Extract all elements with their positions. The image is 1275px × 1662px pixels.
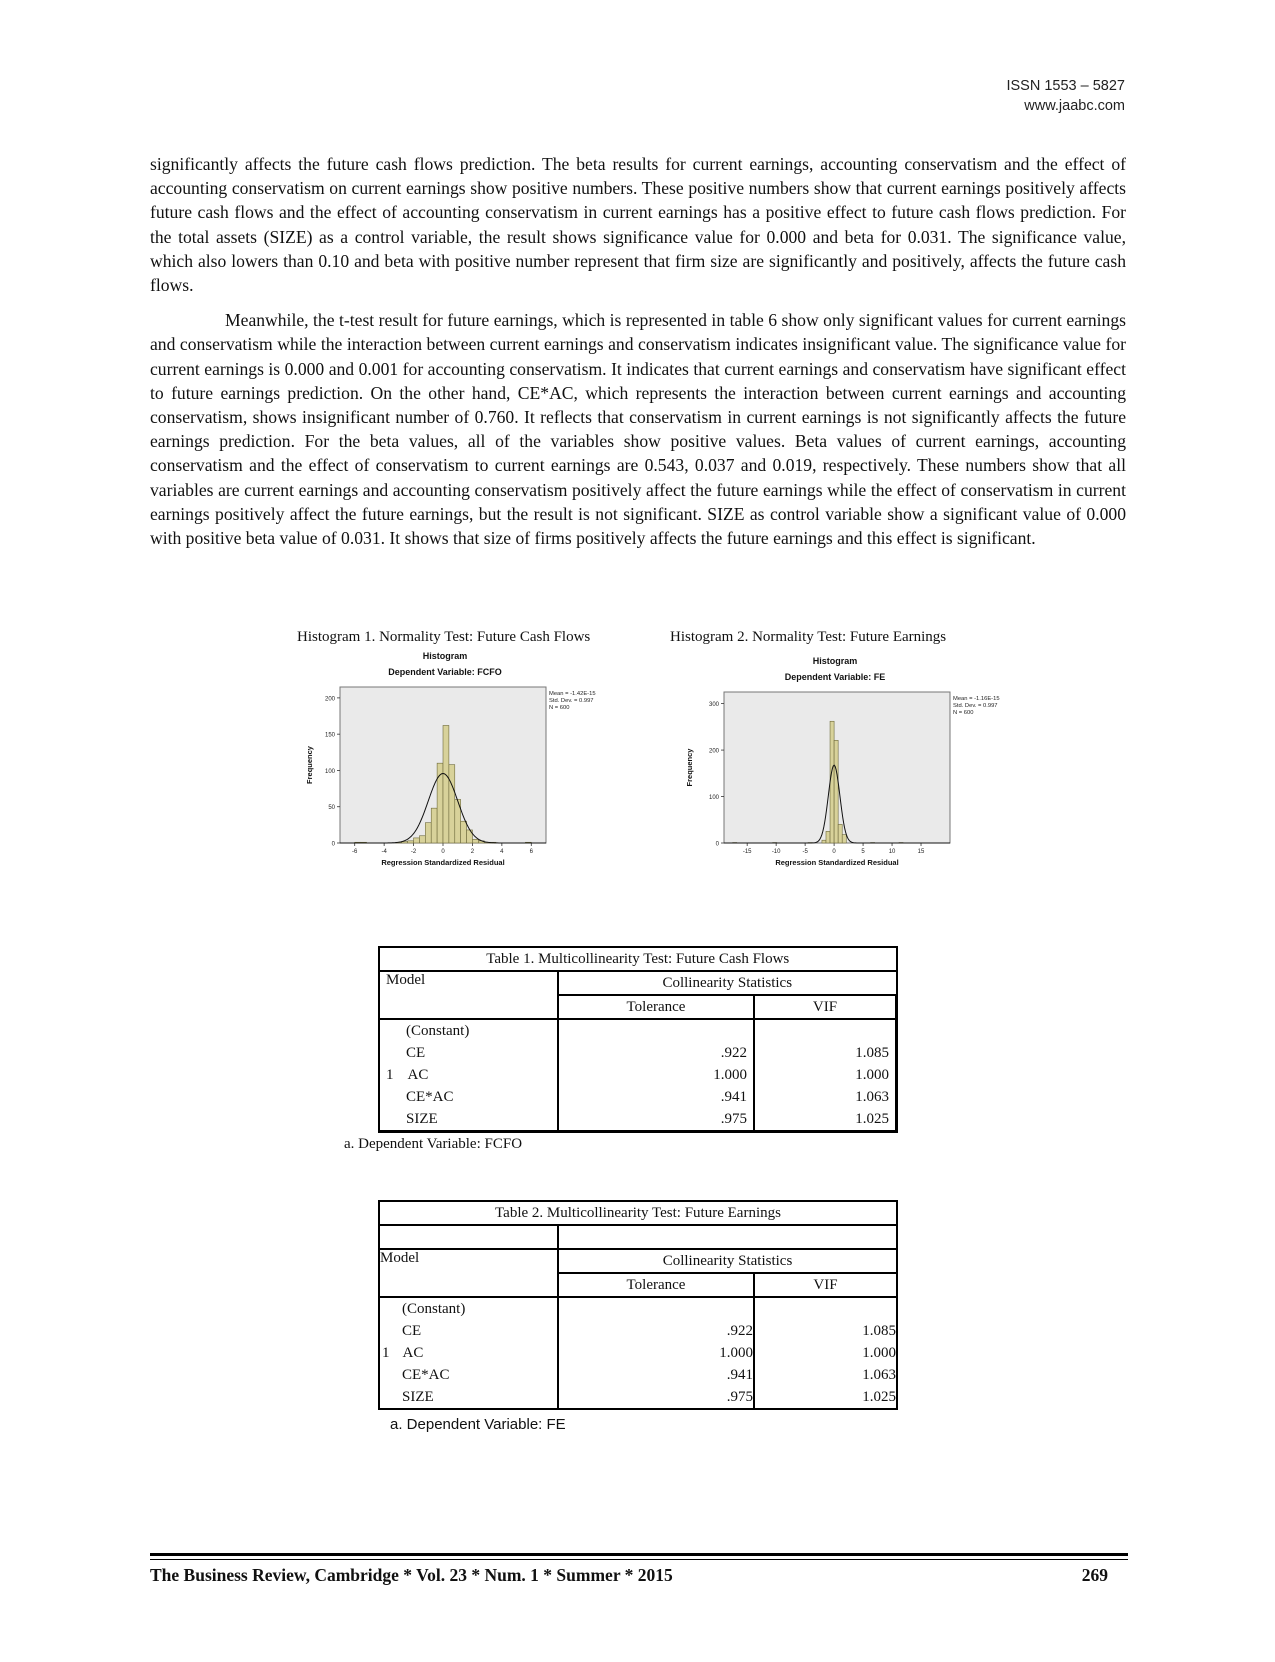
table-2-tolerance-cell: .975: [558, 1386, 754, 1409]
x-axis-label: Regression Standardized Residual: [381, 858, 505, 867]
y-tick-label: 200: [708, 748, 719, 755]
x-tick-label: 10: [888, 849, 896, 855]
table-2-vif-cell: 1.063: [754, 1364, 897, 1386]
table-2-row-label: SIZE: [379, 1386, 558, 1409]
table-1-vif-cell: [754, 1019, 897, 1042]
x-tick-label: -10: [771, 849, 781, 855]
table-2-tolerance-cell: 1.000: [558, 1342, 754, 1364]
table-1-row-label: AC: [407, 1066, 429, 1083]
table-1-row-label: CE: [379, 1042, 558, 1064]
y-tick-label: 150: [324, 732, 335, 739]
x-tick-label: 6: [529, 849, 533, 855]
table-2-tolerance-cell: [558, 1297, 754, 1320]
y-axis-label: Frequency: [685, 748, 694, 787]
x-axis-label: Regression Standardized Residual: [775, 858, 899, 867]
histogram-bar: [425, 823, 431, 843]
table-2-group-header: Collinearity Statistics: [558, 1249, 897, 1273]
histogram-bar: [449, 765, 455, 843]
table-2-tolerance-header: Tolerance: [558, 1273, 754, 1297]
table-2: [378, 1200, 898, 1410]
table-2-vif-header: VIF: [754, 1273, 897, 1297]
table-1-vif-cell: 1.025: [754, 1108, 897, 1132]
histogram-1-subtitle: Dependent Variable: FCFO: [388, 667, 502, 677]
x-tick-label: -5: [802, 849, 808, 855]
table-2-row-label: (Constant): [379, 1297, 558, 1320]
table-2-caption: Table 2. Multicollinearity Test: Future Earnings: [379, 1201, 897, 1225]
y-tick-label: 0: [715, 841, 719, 848]
x-tick-label: -4: [381, 849, 387, 855]
table-2-blank-cell: [379, 1225, 558, 1249]
histogram-bar: [443, 725, 449, 843]
footer-rule-thick: [150, 1553, 1128, 1556]
y-tick-label: 200: [324, 696, 335, 703]
paragraph-2: Meanwhile, the t-test result for future earnings, which is represented in table 6 show only significant values for current earnings and conservatism while the interaction between current earnings and conservatism indicates insignificant value. The significance value for current earnings is 0.000 and 0.001 for accounting conservatism. It indicates that current earnings and conservatism have significant effect to future earnings prediction. On the other hand, CE*AC, which represents the interaction between current earnings and accounting conservatism, shows insignificant number of 0.760. It reflects that conservatism in current earnings is not significantly affects the future earnings prediction. For the beta values, all of the variables show positive values. Beta values of current earnings, accounting conservatism and the effect of conservatism to current earnings are 0.543, 0.037 and 0.019, respectively. These numbers show that all variables are current earnings and accounting conservatism positively affect the future earnings while the effect of conservatism in current earnings positively affect the future earnings, but the result is not significant. SIZE as control variable show a significant value of 0.000 with positive beta value of 0.031. It shows that size of firms positively affects the future earnings and this effect is significant.: [150, 310, 1126, 549]
histogram-bar: [826, 831, 830, 843]
table-2-note: a. Dependent Variable: FE: [390, 1416, 566, 1433]
website-link[interactable]: www.jaabc.com: [1024, 98, 1125, 114]
table-2-row-label: AC: [402, 1344, 424, 1361]
table-1: [378, 946, 898, 1133]
body-text: [150, 152, 1126, 561]
table-1-vif-cell: 1.063: [754, 1086, 897, 1108]
table-1-tolerance-cell: [558, 1019, 754, 1042]
histogram-bar: [834, 740, 838, 843]
y-tick-label: 0: [331, 841, 335, 848]
table-2-model-number: 1: [382, 1344, 390, 1361]
table-1-row-label-with-model: [379, 1064, 558, 1086]
x-tick-label: 0: [441, 849, 445, 855]
table-2-tolerance-cell: .922: [558, 1320, 754, 1342]
histogram-2-chart: [680, 680, 1010, 920]
histogram-bar: [431, 808, 437, 843]
table-1-row-label: (Constant): [379, 1019, 558, 1042]
x-tick-label: 2: [470, 849, 475, 855]
table-1-note: a. Dependent Variable: FCFO: [344, 1136, 523, 1152]
stats-label: Mean = -1.42E-15: [549, 691, 596, 697]
histogram-bar: [822, 840, 826, 843]
x-tick-label: -6: [352, 849, 358, 855]
histogram-bar: [830, 721, 834, 843]
x-tick-label: -2: [410, 849, 417, 855]
histogram-bar: [408, 841, 414, 843]
histogram-2-title: Histogram: [812, 656, 858, 666]
table-1-caption: Table 1. Multicollinearity Test: Future Cash Flows: [379, 947, 897, 971]
table-2-tolerance-cell: .941: [558, 1364, 754, 1386]
table-1-model-number: 1: [386, 1066, 394, 1083]
table-2-row-label: CE*AC: [379, 1364, 558, 1386]
stats-label: Std. Dev. = 0.997: [549, 698, 594, 704]
table-2-blank-cell: [558, 1225, 897, 1249]
table-2-vif-cell: 1.000: [754, 1342, 897, 1364]
x-tick-label: 0: [832, 849, 836, 855]
histogram-2-subtitle: Dependent Variable: FE: [784, 672, 886, 682]
table-1-tolerance-header: Tolerance: [558, 995, 754, 1019]
y-tick-label: 300: [708, 702, 719, 709]
table-1-tolerance-cell: .922: [558, 1042, 754, 1064]
histogram-bar: [414, 838, 420, 843]
table-1-model-header: Model: [379, 971, 558, 1019]
table-1-tolerance-cell: .975: [558, 1108, 754, 1132]
stats-label: N = 600: [549, 705, 570, 711]
stats-label: N = 600: [953, 710, 974, 716]
journal-citation: The Business Review, Cambridge * Vol. 23 * Num. 1 * Summer * 2015: [150, 1565, 673, 1585]
y-tick-label: 100: [324, 768, 335, 775]
table-2-row-label-with-model: [379, 1342, 558, 1364]
table-1-vif-header: VIF: [754, 995, 897, 1019]
table-1-vif-cell: 1.085: [754, 1042, 897, 1064]
histogram-1-chart: [300, 680, 600, 920]
y-tick-label: 50: [328, 805, 335, 812]
histogram-bar: [419, 836, 425, 843]
x-tick-label: 5: [861, 849, 865, 855]
table-2-row-label: CE: [379, 1320, 558, 1342]
table-1-row-label: CE*AC: [379, 1086, 558, 1108]
histogram-1-title: Histogram: [422, 651, 468, 661]
table-2-model-header: Model: [379, 1249, 558, 1297]
page-header: [1006, 76, 1125, 116]
histogram-2-caption: Histogram 2. Normality Test: Future Earnings: [670, 629, 947, 645]
histogram-1-caption: Histogram 1. Normality Test: Future Cash Flows: [297, 629, 591, 645]
table-2-vif-cell: [754, 1297, 897, 1320]
histogram-bar: [838, 824, 842, 843]
table-1-group-header: Collinearity Statistics: [558, 971, 897, 995]
y-axis-label: Frequency: [305, 746, 314, 784]
stats-label: Mean = -1.16E-15: [953, 696, 1000, 702]
page-number: 269: [1081, 1565, 1108, 1585]
table-1-vif-cell: 1.000: [754, 1064, 897, 1086]
histogram-bar: [461, 821, 467, 843]
table-1-tolerance-cell: 1.000: [558, 1064, 754, 1086]
table-1-row-label: SIZE: [379, 1108, 558, 1132]
histogram-bar: [472, 839, 478, 843]
issn-label: ISSN 1553 – 5827: [1006, 78, 1125, 94]
page-footer: [150, 1565, 1108, 1586]
x-tick-label: 15: [917, 849, 925, 855]
table-2-vif-cell: 1.025: [754, 1386, 897, 1409]
x-tick-label: 4: [500, 849, 504, 855]
paragraph-1: significantly affects the future cash flows prediction. The beta results for current earnings, accounting conservatism and the effect of accounting conservatism on current earnings show positive numbers. These positive numbers show that current earnings positively affects future cash flows and the effect of accounting conservatism in current earnings has a positive effect to future cash flows prediction. For the total assets (SIZE) as a control variable, the result shows significance value for 0.000 and beta for 0.031. The significance value, which also lowers than 0.10 and beta with positive number represent that firm size are significantly and positively, affects the future cash flows.: [150, 154, 1126, 296]
histogram-bar: [842, 835, 846, 843]
footer-rule-thin: [150, 1559, 1128, 1560]
x-tick-label: -15: [742, 849, 752, 855]
table-1-tolerance-cell: .941: [558, 1086, 754, 1108]
stats-label: Std. Dev. = 0.997: [953, 703, 998, 709]
table-2-vif-cell: 1.085: [754, 1320, 897, 1342]
y-tick-label: 100: [708, 795, 719, 802]
